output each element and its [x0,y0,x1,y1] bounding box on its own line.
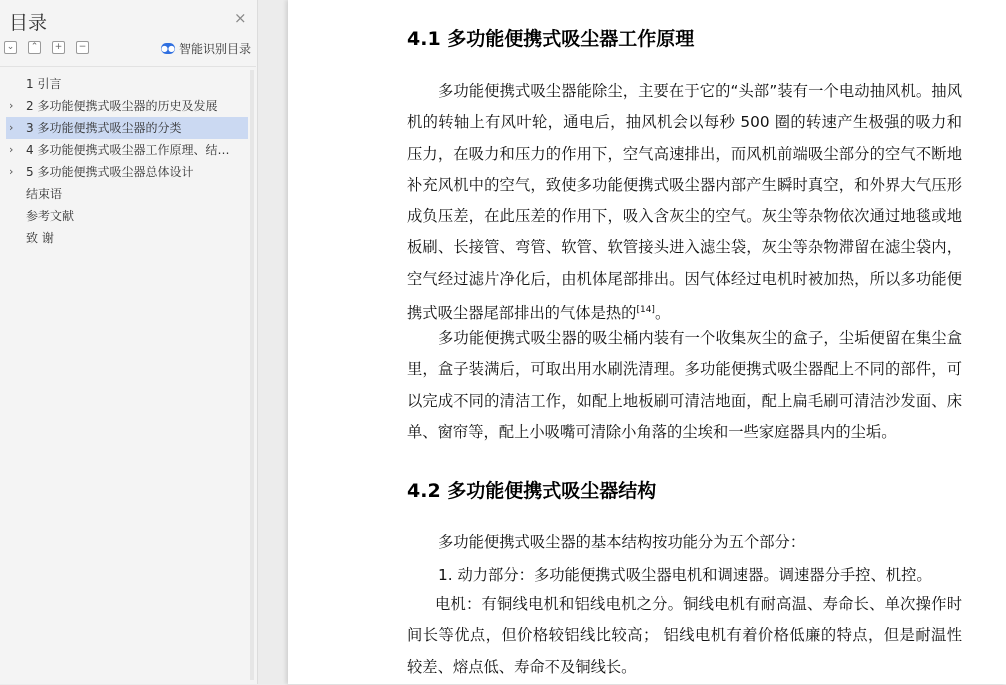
paragraph: 多功能便携式吸尘器的基本结构按功能分为五个部分： [438,533,806,551]
add-heading-icon[interactable]: + [52,41,65,54]
toc-item-label: 致 谢 [26,231,54,245]
toc-list [0,66,256,685]
toc-item-label: 2 多功能便携式吸尘器的历史及发展 [26,99,218,113]
smart-toc-label: 智能识别目录 [178,42,251,56]
toc-item[interactable] [6,139,248,161]
toc-item[interactable] [6,227,248,249]
ai-icon: ●● [161,44,175,53]
toc-item[interactable] [6,73,248,95]
sidebar-scrollbar[interactable] [250,70,254,680]
toc-item-label: 结束语 [26,187,63,201]
toc-item-selected[interactable] [6,117,248,139]
citation[interactable]: [14] [636,305,655,316]
close-icon[interactable]: × [234,9,247,27]
list-item: 1. 动力部分：多功能便携式吸尘器电机和调速器。调速器分手控、机控。 [438,566,932,584]
toc-item[interactable] [6,205,248,227]
toc-item-label: 5 多功能便携式吸尘器总体设计 [26,165,194,179]
chevron-right-icon[interactable]: › [9,143,14,156]
section-heading: 4.2 多功能便携式吸尘器结构 [407,480,657,502]
sidebar-title: 目录 [9,12,48,34]
toc-item-label: 4 多功能便携式吸尘器工作原理、结… [26,143,230,157]
toc-item-label: 3 多功能便携式吸尘器的分类 [26,121,182,135]
smart-toc-button[interactable] [161,40,251,57]
paragraph-end: 。 [654,304,671,323]
paragraph [407,76,962,329]
toc-item[interactable] [6,161,248,183]
toc-item-label: 1 引言 [26,77,62,91]
collapse-all-icon[interactable]: ⌄ [4,41,17,54]
section-heading: 4.1 多功能便携式吸尘器工作原理 [407,28,695,50]
remove-heading-icon[interactable]: − [76,41,89,54]
chevron-right-icon[interactable]: › [9,99,14,112]
toc-item[interactable] [6,95,248,117]
toc-sidebar [0,0,258,684]
chevron-right-icon[interactable]: › [9,165,14,178]
paragraph: 多功能便携式吸尘器的吸尘桶内装有一个收集灰尘的盒子，尘垢便留在集尘盒里，盒子装满后，可取出用水刷洗清理。多功能便携式吸尘器配上不同的部件，可以完成不同的清洁工作，如配上地板刷可清洁地面，配上扁毛刷可清洁沙发面、床单、窗帘等，配上小吸嘴可清除小角落的尘埃和一些家庭器具内的尘垢。 [407,329,962,441]
document-page[interactable] [288,0,1006,684]
paragraph-text: 多功能便携式吸尘器能除尘，主要在于它的“头部”装有一个电动抽风机。抽风机的转轴上有风叶轮，通电后，抽风机会以每秒 500 圈的转速产生极强的吸力和压力，在吸力和压力的作用下，空气高速排出，而风机前端吸尘部分的空气不断地补充风机中的空气，致使多功能便携式吸尘器内部产生瞬时真空，和外界大气压形成负压差，在此压差的作用下，吸入含灰尘的空气。灰尘等杂物依次通过地毯或地板刷、长接管、弯管、软管、软管接头进入滤尘袋，灰尘等杂物滞留在滤尘袋内，空气经过滤片净化后，由机体尾部排出。因气体经过电机时被加热，所以多功能便携式吸尘器尾部排出的气体是热的 [407,82,962,323]
expand-up-icon[interactable]: ⌃ [28,41,41,54]
toc-toolbar [4,41,254,55]
paragraph: 电机：有铜线电机和铝线电机之分。铜线电机有耐高温、寿命长、单次操作时间长等优点，但价格较铝线比较高； 铝线电机有着价格低廉的特点，但是耐温性较差、熔点低、寿命不及铜线长。 [407,595,962,676]
chevron-right-icon[interactable]: › [9,121,14,134]
toc-item[interactable] [6,183,248,205]
toc-item-label: 参考文献 [26,209,75,223]
